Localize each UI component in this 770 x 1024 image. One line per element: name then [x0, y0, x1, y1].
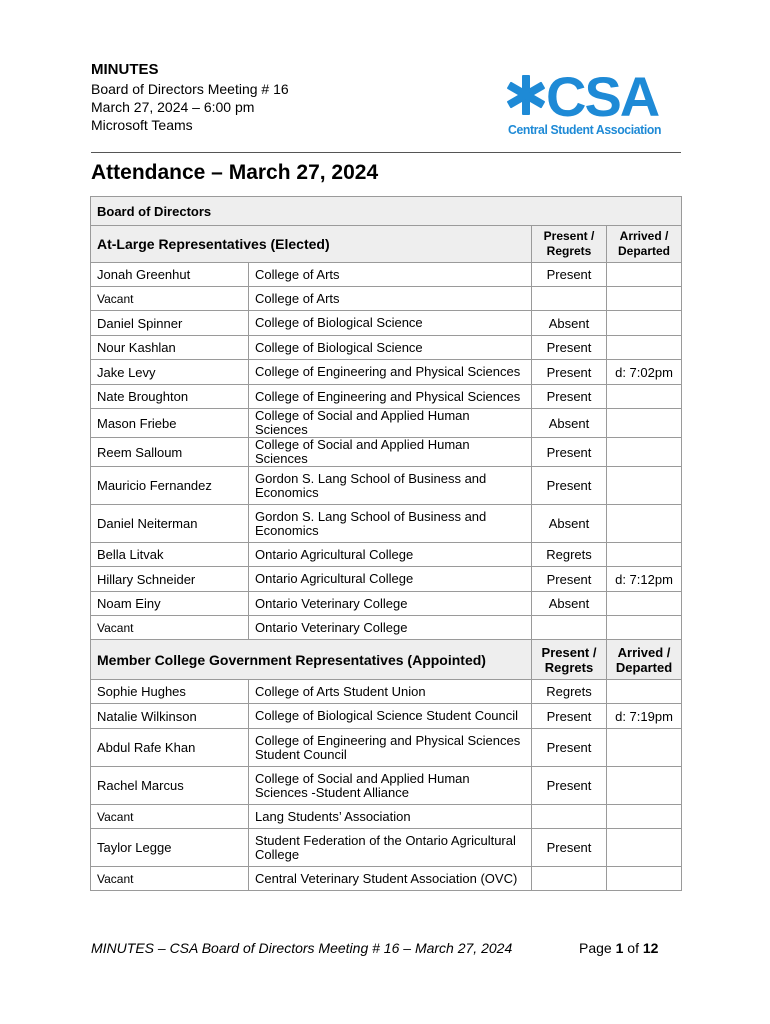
member-name: Natalie Wilkinson — [91, 704, 249, 729]
asterisk-icon — [507, 75, 546, 115]
table-row — [91, 311, 682, 336]
attendance-status: Present — [532, 263, 607, 287]
member-name: Nate Broughton — [91, 385, 249, 409]
member-name: Hillary Schneider — [91, 567, 249, 592]
member-college: Lang Students’ Association — [249, 805, 532, 829]
member-name: Abdul Rafe Khan — [91, 729, 249, 767]
member-name: Jonah Greenhut — [91, 263, 249, 287]
csa-logo-mark — [506, 68, 674, 122]
arrived-departed — [607, 467, 682, 505]
page-of: of — [627, 940, 639, 956]
member-college: Student Federation of the Ontario Agricultural College — [249, 829, 532, 867]
attendance-heading: Attendance – March 27, 2024 — [91, 161, 379, 184]
arrived-departed — [607, 385, 682, 409]
table-row — [91, 409, 682, 438]
arrived-departed: d: 7:12pm — [607, 567, 682, 592]
table-row — [91, 567, 682, 592]
document-title: MINUTES — [91, 61, 159, 78]
section2-arrived-header: Arrived / Departed — [607, 640, 682, 680]
arrived-departed — [607, 438, 682, 467]
arrived-departed — [607, 409, 682, 438]
section1-arrived-header: Arrived / Departed — [607, 226, 682, 263]
member-college: College of Engineering and Physical Sciences Student Council — [249, 729, 532, 767]
member-name: Sophie Hughes — [91, 680, 249, 704]
table-row — [91, 438, 682, 467]
member-college: College of Biological Science — [249, 311, 532, 336]
member-name: Jake Levy — [91, 360, 249, 385]
member-college: College of Social and Applied Human Sciences — [249, 438, 532, 467]
attendance-status: Regrets — [532, 680, 607, 704]
attendance-status: Present — [532, 567, 607, 592]
table-row — [91, 336, 682, 360]
section1-header-row — [91, 226, 682, 263]
header-divider — [91, 152, 681, 153]
member-college: Ontario Agricultural College — [249, 567, 532, 592]
member-college: College of Social and Applied Human Sciences -Student Alliance — [249, 767, 532, 805]
section2-title: Member College Government Representatives (Appointed) — [91, 640, 532, 680]
attendance-status: Absent — [532, 505, 607, 543]
member-name: Vacant — [91, 616, 249, 640]
member-college: College of Arts — [249, 263, 532, 287]
member-name: Daniel Spinner — [91, 311, 249, 336]
attendance-status: Present — [532, 360, 607, 385]
arrived-departed — [607, 767, 682, 805]
section1-status-header: Present / Regrets — [532, 226, 607, 263]
member-name: Daniel Neiterman — [91, 505, 249, 543]
table-row — [91, 767, 682, 805]
member-college: Gordon S. Lang School of Business and Economics — [249, 467, 532, 505]
attendance-status: Present — [532, 467, 607, 505]
member-college: Ontario Veterinary College — [249, 592, 532, 616]
attendance-status: Present — [532, 438, 607, 467]
attendance-status: Regrets — [532, 543, 607, 567]
table-row — [91, 867, 682, 891]
table-row — [91, 680, 682, 704]
arrived-departed — [607, 829, 682, 867]
table-row — [91, 829, 682, 867]
logo-text: CSA — [546, 68, 659, 122]
member-name: Mason Friebe — [91, 409, 249, 438]
arrived-departed — [607, 311, 682, 336]
member-college: Ontario Veterinary College — [249, 616, 532, 640]
table-row — [91, 592, 682, 616]
arrived-departed — [607, 805, 682, 829]
member-college: College of Engineering and Physical Sciences — [249, 360, 532, 385]
arrived-departed: d: 7:19pm — [607, 704, 682, 729]
attendance-status — [532, 867, 607, 891]
attendance-status — [532, 805, 607, 829]
arrived-departed — [607, 336, 682, 360]
arrived-departed — [607, 680, 682, 704]
attendance-status: Absent — [532, 592, 607, 616]
table-row — [91, 704, 682, 729]
board-label: Board of Directors — [91, 197, 682, 226]
attendance-status — [532, 287, 607, 311]
member-name: Vacant — [91, 805, 249, 829]
member-name: Rachel Marcus — [91, 767, 249, 805]
meeting-datetime: March 27, 2024 – 6:00 pm — [91, 99, 255, 115]
page-current: 1 — [615, 940, 624, 956]
arrived-departed — [607, 867, 682, 891]
page-total: 12 — [642, 940, 659, 956]
member-name: Noam Einy — [91, 592, 249, 616]
section2-header-row — [91, 640, 682, 680]
member-college: College of Biological Science Student Council — [249, 704, 532, 729]
arrived-departed — [607, 287, 682, 311]
member-college: Gordon S. Lang School of Business and Economics — [249, 505, 532, 543]
arrived-departed — [607, 543, 682, 567]
table-row — [91, 360, 682, 385]
attendance-status — [532, 616, 607, 640]
page-label: Page — [579, 940, 612, 956]
member-college: College of Arts Student Union — [249, 680, 532, 704]
attendance-status: Absent — [532, 311, 607, 336]
member-college: College of Engineering and Physical Sciences — [249, 385, 532, 409]
arrived-departed — [607, 592, 682, 616]
attendance-status: Absent — [532, 409, 607, 438]
attendance-status: Present — [532, 729, 607, 767]
meeting-name: Board of Directors Meeting # 16 — [91, 81, 289, 97]
csa-logo — [506, 68, 674, 140]
table-row — [91, 805, 682, 829]
member-name: Mauricio Fernandez — [91, 467, 249, 505]
member-college: Ontario Agricultural College — [249, 543, 532, 567]
member-college: College of Social and Applied Human Sciences — [249, 409, 532, 438]
attendance-table — [90, 196, 682, 891]
attendance-status: Present — [532, 829, 607, 867]
logo-subtitle: Central Student Association — [508, 122, 662, 137]
arrived-departed — [607, 729, 682, 767]
document-header — [91, 60, 289, 134]
section1-title: At-Large Representatives (Elected) — [91, 226, 532, 263]
member-college: Central Veterinary Student Association (OVC) — [249, 867, 532, 891]
section2-status-header: Present / Regrets — [532, 640, 607, 680]
table-row — [91, 467, 682, 505]
attendance-status: Present — [532, 767, 607, 805]
member-college: College of Arts — [249, 287, 532, 311]
member-name: Vacant — [91, 287, 249, 311]
attendance-status: Present — [532, 704, 607, 729]
page-indicator — [579, 940, 658, 956]
arrived-departed — [607, 263, 682, 287]
member-college: College of Biological Science — [249, 336, 532, 360]
table-row — [91, 385, 682, 409]
member-name: Reem Salloum — [91, 438, 249, 467]
attendance-status: Present — [532, 336, 607, 360]
table-row — [91, 287, 682, 311]
footer-text: MINUTES – CSA Board of Directors Meeting # 16 – March 27, 2024 — [91, 940, 513, 956]
board-header-row — [91, 197, 682, 226]
table-row — [91, 505, 682, 543]
arrived-departed — [607, 616, 682, 640]
member-name: Taylor Legge — [91, 829, 249, 867]
table-row — [91, 729, 682, 767]
member-name: Nour Kashlan — [91, 336, 249, 360]
attendance-status: Present — [532, 385, 607, 409]
member-name: Vacant — [91, 867, 249, 891]
table-row — [91, 263, 682, 287]
meeting-location: Microsoft Teams — [91, 117, 193, 133]
table-row — [91, 543, 682, 567]
table-row — [91, 616, 682, 640]
arrived-departed: d: 7:02pm — [607, 360, 682, 385]
arrived-departed — [607, 505, 682, 543]
member-name: Bella Litvak — [91, 543, 249, 567]
